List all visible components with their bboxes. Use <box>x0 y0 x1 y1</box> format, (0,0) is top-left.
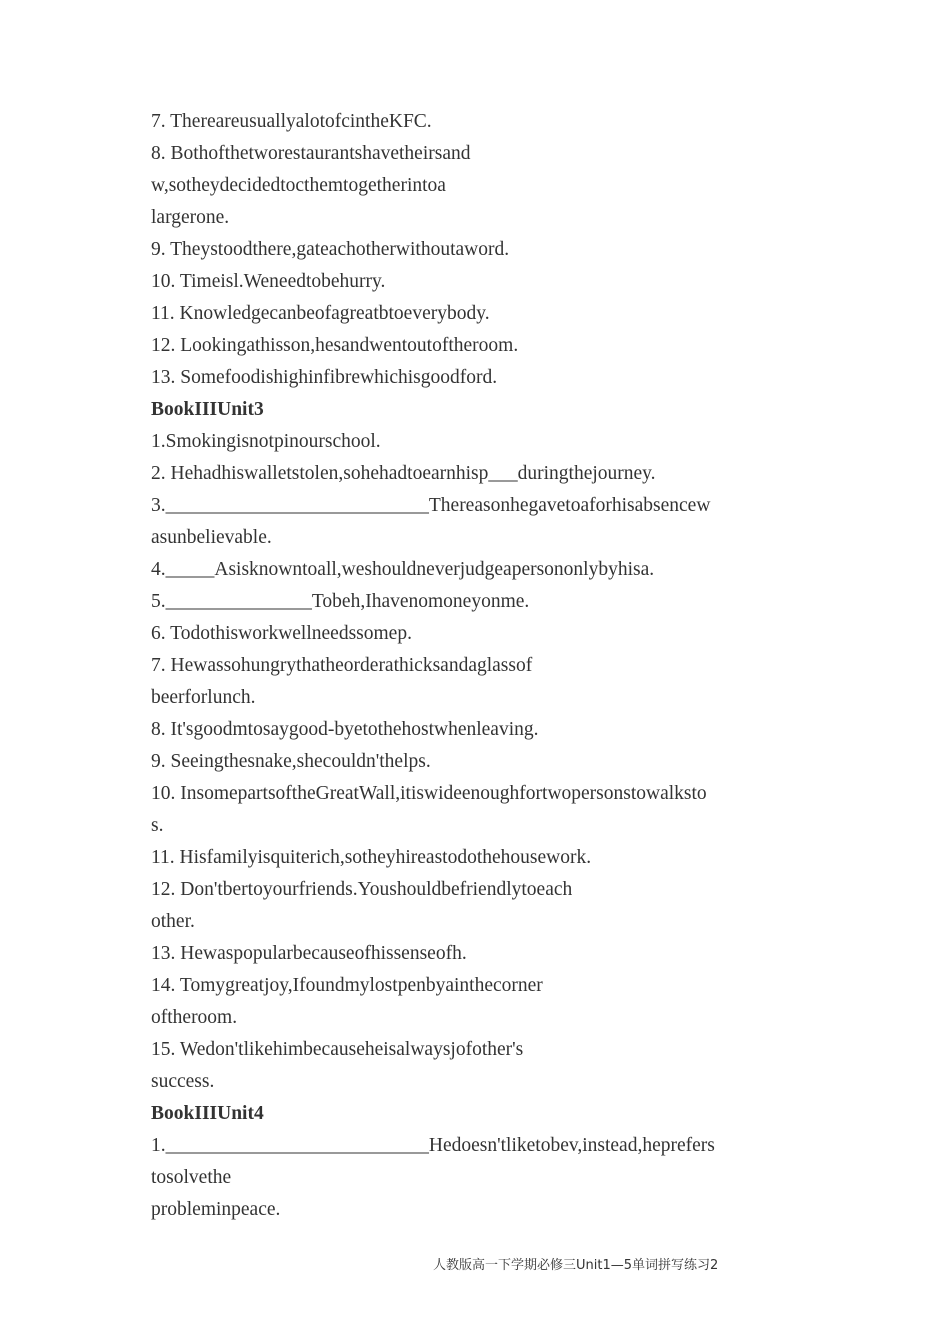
text-line: 9. Seeingthesnake,shecouldn'thelps. <box>151 751 431 772</box>
text-line: 2. Hehadhiswalletstolen,sohehadtoearnhisp___duringthejourney. <box>151 463 656 484</box>
text-line: 7. Hewassohungrythatheorderathicksandaglassof <box>151 655 533 676</box>
text-line: 12. Don'tbertoyourfriends.Youshouldbefriendlytoeach <box>151 879 573 900</box>
text-line: 9. Theystoodthere,gateachotherwithoutaword. <box>151 239 510 260</box>
text-line: largerone. <box>151 207 230 228</box>
text-line: 15. Wedon'tlikehimbecauseheisalwaysjofother's <box>151 1039 524 1060</box>
text-line: probleminpeace. <box>151 1199 281 1220</box>
text-line: success. <box>151 1071 215 1092</box>
text-line: 13. Somefoodishighinfibrewhichisgoodford. <box>151 367 498 388</box>
text-line: 10. Timeisl.Weneedtobehurry. <box>151 271 386 292</box>
text-line: 10. InsomepartsoftheGreatWall,itiswideenoughfortwopersonstowalksto <box>151 783 707 804</box>
text-line: s. <box>151 815 164 836</box>
text-line: 4._____Asisknowntoall,weshouldneverjudgeapersononlybyhisa. <box>151 559 655 580</box>
text-line: 14. Tomygreatjoy,Ifoundmylostpenbyainthecorner <box>151 975 543 996</box>
text-line: w,sotheydecidedtocthemtogetherintoa <box>151 175 446 196</box>
text-line: other. <box>151 911 195 932</box>
exercise-list <box>151 106 811 1226</box>
text-line: 13. Hewaspopularbecauseofhissenseofh. <box>151 943 467 964</box>
section-heading-unit3: BookIIIUnit3 <box>151 399 264 420</box>
text-line: asunbelievable. <box>151 527 272 548</box>
text-line: 11. Knowledgecanbeofagreatbtoeverybody. <box>151 303 490 324</box>
section-heading-unit4: BookIIIUnit4 <box>151 1103 264 1124</box>
text-line: 1.___________________________Hedoesn'tliketobev,instead,heprefers <box>151 1135 715 1156</box>
page-footer: 人教版高一下学期必修三Unit1—5单词拼写练习2 <box>433 1258 719 1273</box>
text-line: 7. ThereareusuallyalotofcintheKFC. <box>151 111 432 132</box>
text-line: 6. Todothisworkwellneedssomep. <box>151 623 412 644</box>
text-line: 5._______________Tobeh,Ihavenomoneyonme. <box>151 591 530 612</box>
text-line: 3.___________________________Thereasonhegavetoaforhisabsencew <box>151 495 711 516</box>
text-line: beerforlunch. <box>151 687 256 708</box>
text-line: 11. Hisfamilyisquiterich,sotheyhireastodothehousework. <box>151 847 592 868</box>
text-line: tosolvethe <box>151 1167 232 1188</box>
text-line: oftheroom. <box>151 1007 238 1028</box>
text-line: 8. It'sgoodmtosaygood-byetothehostwhenleaving. <box>151 719 539 740</box>
text-line: 1.Smokingisnotpinourschool. <box>151 431 381 452</box>
text-line: 8. Bothofthetworestaurantshavetheirsand <box>151 143 471 164</box>
text-line: 12. Lookingathisson,hesandwentoutoftheroom. <box>151 335 519 356</box>
